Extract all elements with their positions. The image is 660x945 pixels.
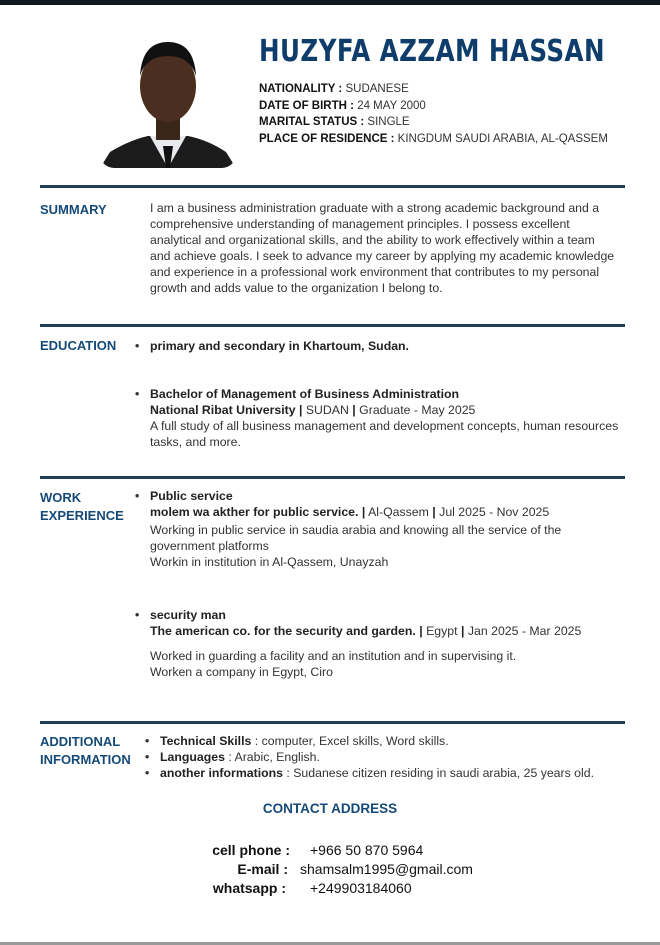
divider [40, 185, 625, 188]
education-heading: EDUCATION [40, 338, 117, 353]
degree-title: Bachelor of Management of Business Administration [150, 387, 460, 401]
detail-label: NATIONALITY : [259, 83, 343, 95]
job-desc: Worken a company in Egypt, Ciro [150, 665, 333, 679]
work-list [135, 488, 620, 680]
item-key: Languages [160, 750, 225, 764]
detail-value: KINGDUM SAUDI ARABIA, AL-QASSEM [397, 132, 608, 145]
marital-row [259, 114, 608, 131]
phone-value: +966 50 870 5964 [310, 842, 424, 858]
additional-item: • Technical Skills : computer, Excel skills, Word skills. [145, 734, 449, 748]
school-country: SUDAN [305, 403, 349, 417]
job-title: security man [150, 608, 226, 622]
contact-row [0, 860, 660, 879]
education-title: primary and secondary in Khartoum, Sudan. [150, 339, 409, 353]
detail-label: MARITAL STATUS : [259, 116, 365, 128]
job-desc: Workin in institution in Al-Qassem, Unayzah [150, 555, 389, 569]
additional-item: • another informations : Sudanese citizen residing in saudi arabia, 25 years old. [145, 766, 595, 780]
additional-heading-line: ADDITIONAL [40, 734, 121, 749]
divider [40, 721, 625, 724]
email-value: shamsalm1995@gmail.com [300, 861, 473, 877]
item-key: another informations [160, 766, 283, 780]
residence-row [259, 131, 608, 148]
separator: | [460, 624, 465, 638]
top-bar [0, 0, 660, 5]
contact-label: cell phone : [212, 842, 290, 858]
contact-label: E-mail : [237, 861, 288, 877]
work-heading-line: WORK [40, 490, 82, 505]
profile-photo [100, 36, 236, 168]
detail-label: DATE OF BIRTH : [259, 99, 354, 112]
detail-value: SUDANESE [345, 83, 409, 95]
divider [40, 324, 625, 327]
additional-list [145, 733, 630, 781]
divider [40, 476, 625, 479]
contact-label: whatsapp : [212, 880, 286, 896]
job-item: • Public service molem wa akther for public service. | Al-Qassem | Jul 2025 - Nov 2025 Working in public service in saudia arabia and knowing all the service of the government platforms Workin in institution in Al-Qassem, Unayzah [150, 488, 620, 570]
work-heading [40, 489, 124, 525]
contact-list [0, 841, 660, 898]
whatsapp-value: +249903184060 [310, 880, 412, 896]
separator: | [432, 505, 436, 519]
summary-text: I am a business administration graduate with a strong academic background and a comprehensive understanding of management principles. I possess excellent analytical and organizational skills, and the ability to work effectively within a team and achieve goals. I seek to advance my career by applying my academic knowledge and experience in a professional work environment that contributes to my personal growth and adds value to the organization I belong to. [150, 201, 615, 295]
education-item: • Bachelor of Management of Business Administration National Ribat University | SUDAN | Graduate - May 2025 A full study of all business management and development concepts, human resources tasks, and more. [135, 387, 619, 449]
item-value: : computer, Excel skills, Word skills. [251, 734, 449, 748]
candidate-name: HUZYFA AZZAM HASSAN [259, 34, 605, 69]
job-item: • security man The american co. for the security and garden. | Egypt | Jan 2025 - Mar 2025 Worked in guarding a facility and an institution and in supervising it. Worken a company in Egypt, Ciro [150, 607, 620, 680]
school-name: National Ribat University | [150, 403, 303, 417]
contact-row [0, 879, 660, 898]
contact-row [0, 841, 660, 860]
summary-heading: SUMMARY [40, 202, 107, 217]
additional-heading-line: INFORMATION [40, 752, 131, 767]
nationality-row [259, 81, 608, 98]
job-org: The american co. for the security and garden. | [150, 624, 423, 638]
job-place: Egypt [426, 624, 458, 638]
separator: | [352, 403, 356, 417]
job-place: Al-Qassem [368, 505, 429, 519]
job-org: molem wa akther for public service. | [150, 505, 366, 519]
job-desc: Worked in guarding a facility and an institution and in supervising it. [150, 649, 517, 663]
item-key: Technical Skills [160, 734, 252, 748]
education-item: • primary and secondary in Khartoum, Sudan. [135, 339, 409, 353]
education-list [135, 338, 620, 450]
detail-value: SINGLE [367, 116, 410, 128]
additional-heading [40, 733, 131, 769]
item-value: : Sudanese citizen residing in saudi arabia, 25 years old. [282, 766, 595, 780]
contact-heading: CONTACT ADDRESS [262, 801, 398, 816]
dob-row [259, 98, 608, 115]
graduation: Graduate - May 2025 [359, 403, 476, 417]
job-dates: Jul 2025 - Nov 2025 [439, 505, 550, 519]
work-heading-line: EXPERIENCE [40, 508, 124, 523]
job-dates: Jan 2025 - Mar 2025 [467, 624, 582, 638]
job-title: Public service [150, 489, 233, 503]
job-desc: Working in public service in saudia arabia and knowing all the service of the government platforms [150, 523, 562, 553]
personal-details [259, 81, 608, 147]
additional-item: • Languages : Arabic, English. [145, 750, 320, 764]
item-value: : Arabic, English. [224, 750, 320, 764]
detail-label: PLACE OF RESIDENCE : [259, 132, 395, 145]
detail-value: 24 MAY 2000 [357, 99, 426, 112]
education-desc: A full study of all business management and development concepts, human resources tasks, and more. [150, 419, 619, 449]
